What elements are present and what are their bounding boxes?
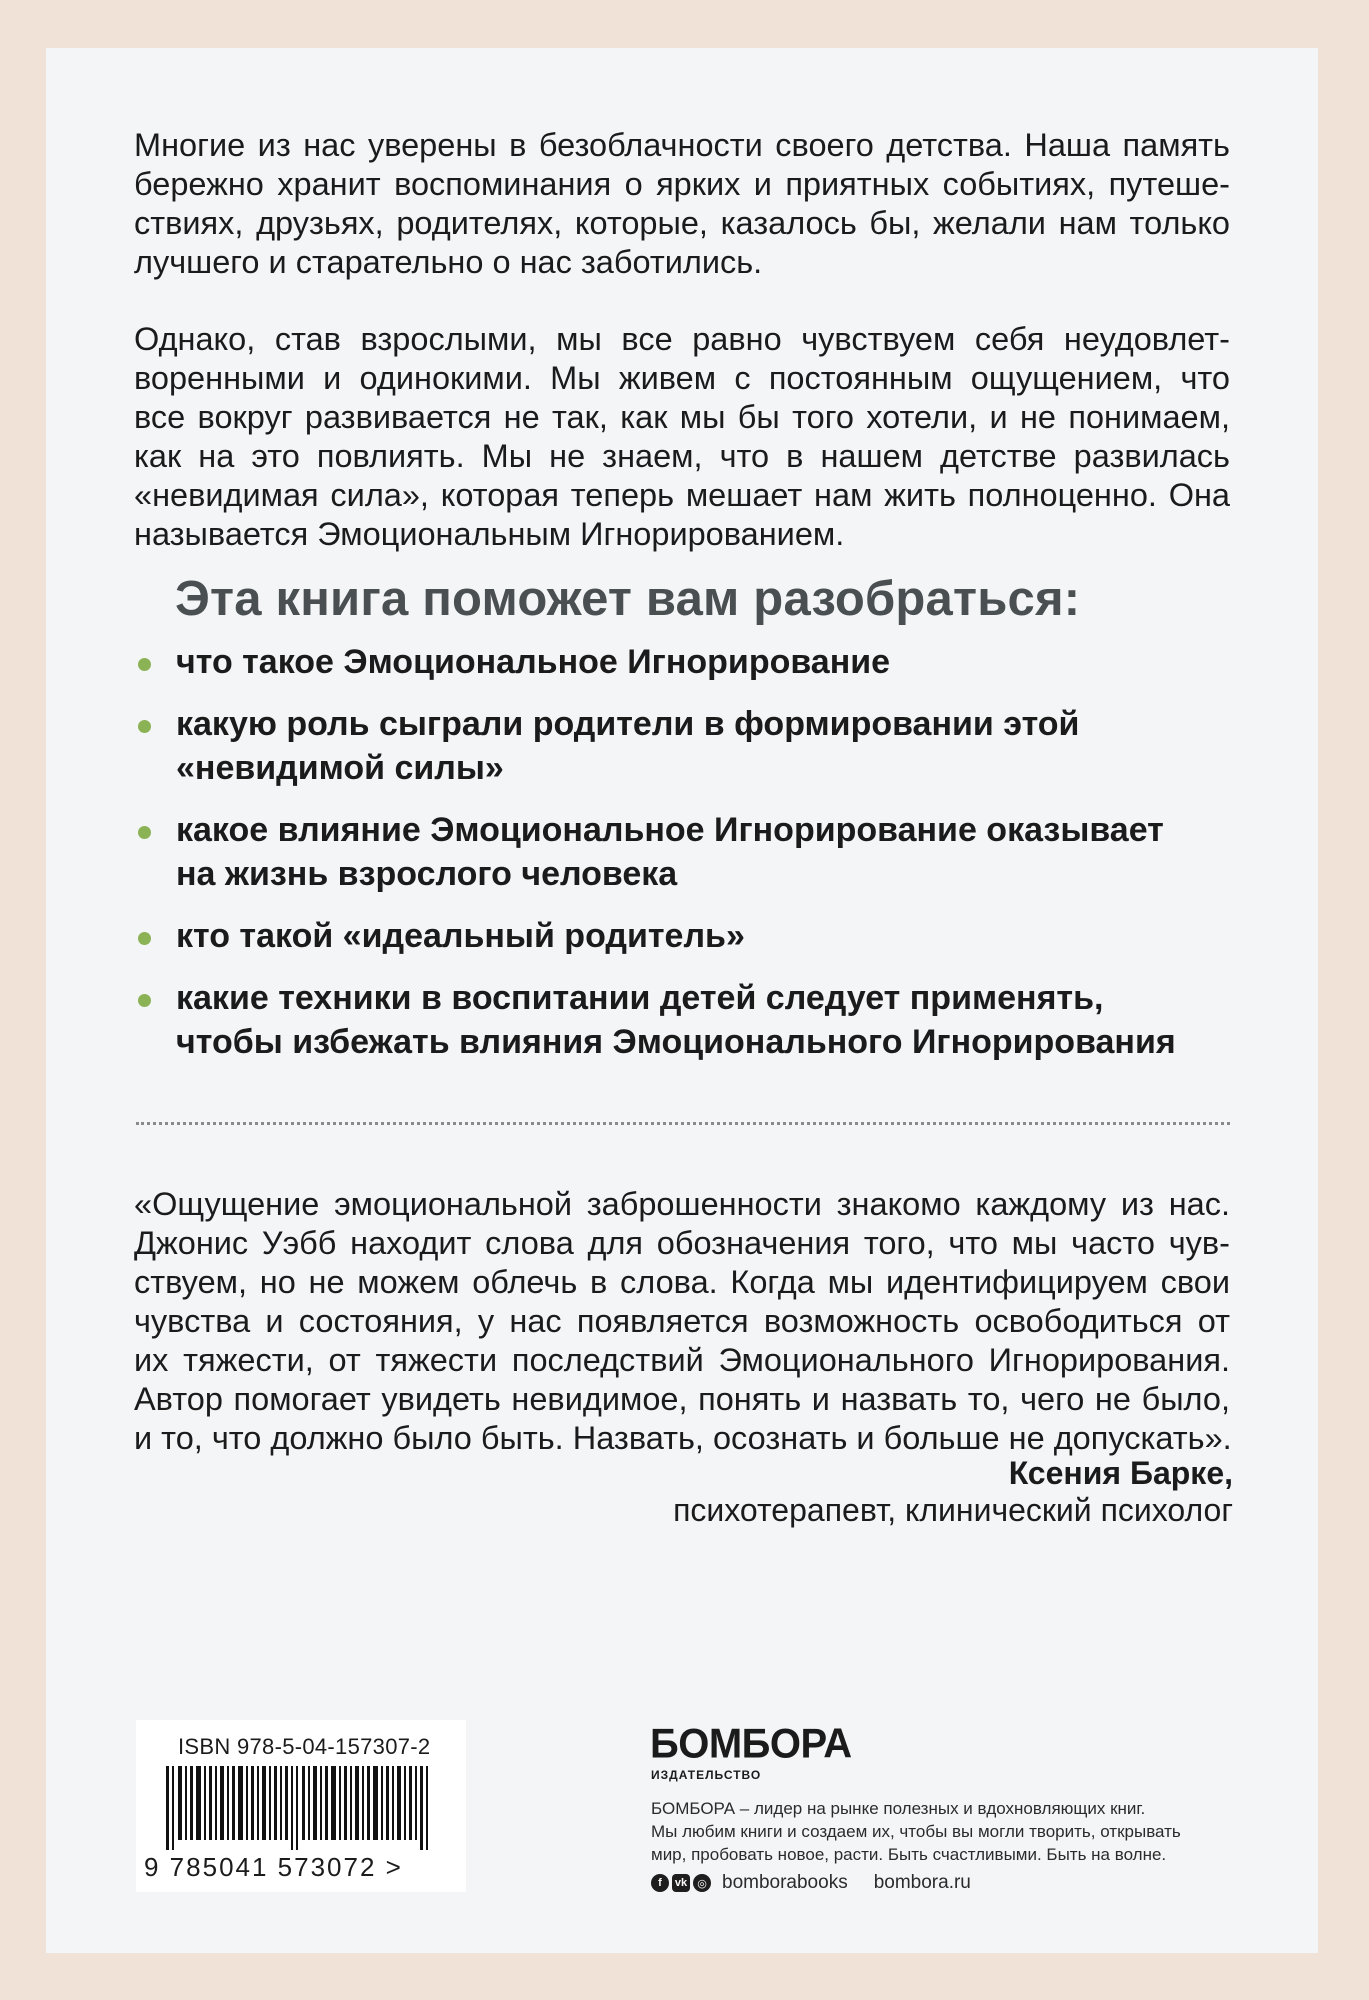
isbn-label: ISBN 978-5-04-157307-2 xyxy=(178,1734,431,1759)
quote-line: ствуем, но не можем облечь в слова. Когда мы идентифицируем свои xyxy=(134,1264,1230,1300)
review-quote xyxy=(134,1185,1230,1458)
publisher-logo: БОМБОРА xyxy=(650,1720,852,1768)
isbn-barcode xyxy=(136,1720,466,1892)
facebook-icon[interactable]: f xyxy=(651,1874,669,1892)
benefit-line: чтобы избежать влияния Эмоционального Игнорирования xyxy=(176,1023,1176,1061)
benefit-line: какие техники в воспитании детей следует применять, xyxy=(176,979,1104,1017)
benefit-line: кто такой «идеальный родитель» xyxy=(176,917,745,955)
barcode-number: 9 785041 573072 > xyxy=(144,1852,403,1882)
second-line: называется Эмоциональным Игнорированием. xyxy=(134,516,845,552)
dotted-divider xyxy=(136,1122,1230,1125)
second-line: воренными и одинокими. Мы живем с постоянным ощущением, что xyxy=(134,360,1230,396)
benefit-line: что такое Эмоциональное Игнорирование xyxy=(176,643,891,681)
quote-author: Ксения Барке, xyxy=(1008,1455,1233,1491)
bullet-dot-icon xyxy=(138,932,151,945)
bullet-dot-icon xyxy=(138,826,151,839)
publisher-subtitle: ИЗДАТЕЛЬСТВО xyxy=(651,1768,762,1782)
second-line: «невидимая сила», которая теперь мешает нам жить полноценно. Она xyxy=(134,477,1230,513)
benefit-line: «невидимой силы» xyxy=(176,749,504,787)
second-paragraph xyxy=(134,320,1230,554)
publisher-description xyxy=(651,1797,1231,1866)
quote-author-role: психотерапевт, клинический психолог xyxy=(673,1492,1233,1528)
publisher-description-line: Мы любим книги и создаем их, чтобы вы могли творить, открывать xyxy=(651,1822,1181,1841)
intro-line: бережно хранит воспоминания о ярких и приятных событиях, путеше- xyxy=(134,166,1230,202)
benefit-item xyxy=(134,976,1254,1064)
benefit-line: какую роль сыграли родители в формировании этой xyxy=(176,705,1080,743)
quote-line: «Ощущение эмоциональной заброшенности знакомо каждому из нас. xyxy=(134,1186,1230,1222)
benefit-line: какое влияние Эмоциональное Игнорирование оказывает xyxy=(176,811,1164,849)
intro-paragraph xyxy=(134,126,1230,282)
publisher-description-line: мир, пробовать новое, расти. Быть счастливыми. Быть на волне. xyxy=(651,1845,1167,1864)
benefit-item xyxy=(134,702,1254,790)
bullet-dot-icon xyxy=(138,720,151,733)
intro-line: Многие из нас уверены в безоблачности своего детства. Наша память xyxy=(134,127,1230,163)
benefit-line: на жизнь взрослого человека xyxy=(176,855,678,893)
social-links xyxy=(651,1872,971,1894)
quote-line: и то, что должно было быть. Назвать, осознать и больше не допускать». xyxy=(134,1420,1232,1456)
quote-line: Джонис Уэбб находит слова для обозначения того, что мы часто чув- xyxy=(134,1225,1230,1261)
bullet-dot-icon xyxy=(138,658,151,671)
benefits-heading: Эта книга поможет вам разобраться: xyxy=(175,572,1081,626)
quote-line: Автор помогает увидеть невидимое, понять и назвать то, чего не было, xyxy=(134,1381,1230,1417)
second-line: Однако, став взрослыми, мы все равно чувствуем себя неудовлет- xyxy=(134,321,1230,357)
barcode-bars-icon xyxy=(166,1766,436,1850)
intro-line: ствиях, друзьях, родителях, которые, казалось бы, желали нам только xyxy=(134,205,1230,241)
quote-line: их тяжести, от тяжести последствий Эмоционального Игнорирования. xyxy=(134,1342,1230,1378)
benefit-item xyxy=(134,640,1254,684)
publisher-description-line: БОМБОРА – лидер на рынке полезных и вдохновляющих книг. xyxy=(651,1799,1146,1818)
second-line: все вокруг развивается не так, как мы бы того хотели, и не понимаем, xyxy=(134,399,1230,435)
bullet-dot-icon xyxy=(138,994,151,1007)
vk-icon[interactable]: vk xyxy=(672,1874,690,1892)
quote-line: чувства и состояния, у нас появляется возможность освободиться от xyxy=(134,1303,1230,1339)
second-line: как на это повлиять. Мы не знаем, что в нашем детстве развилась xyxy=(134,438,1230,474)
instagram-icon[interactable]: ◎ xyxy=(693,1874,711,1892)
intro-line: лучшего и старательно о нас заботились. xyxy=(134,244,763,280)
social-handle-link[interactable]: bomborabooks xyxy=(722,1872,848,1893)
benefits-list xyxy=(134,640,1254,1064)
website-link[interactable]: bombora.ru xyxy=(873,1872,971,1893)
benefit-item xyxy=(134,914,1254,958)
benefit-item xyxy=(134,808,1254,896)
